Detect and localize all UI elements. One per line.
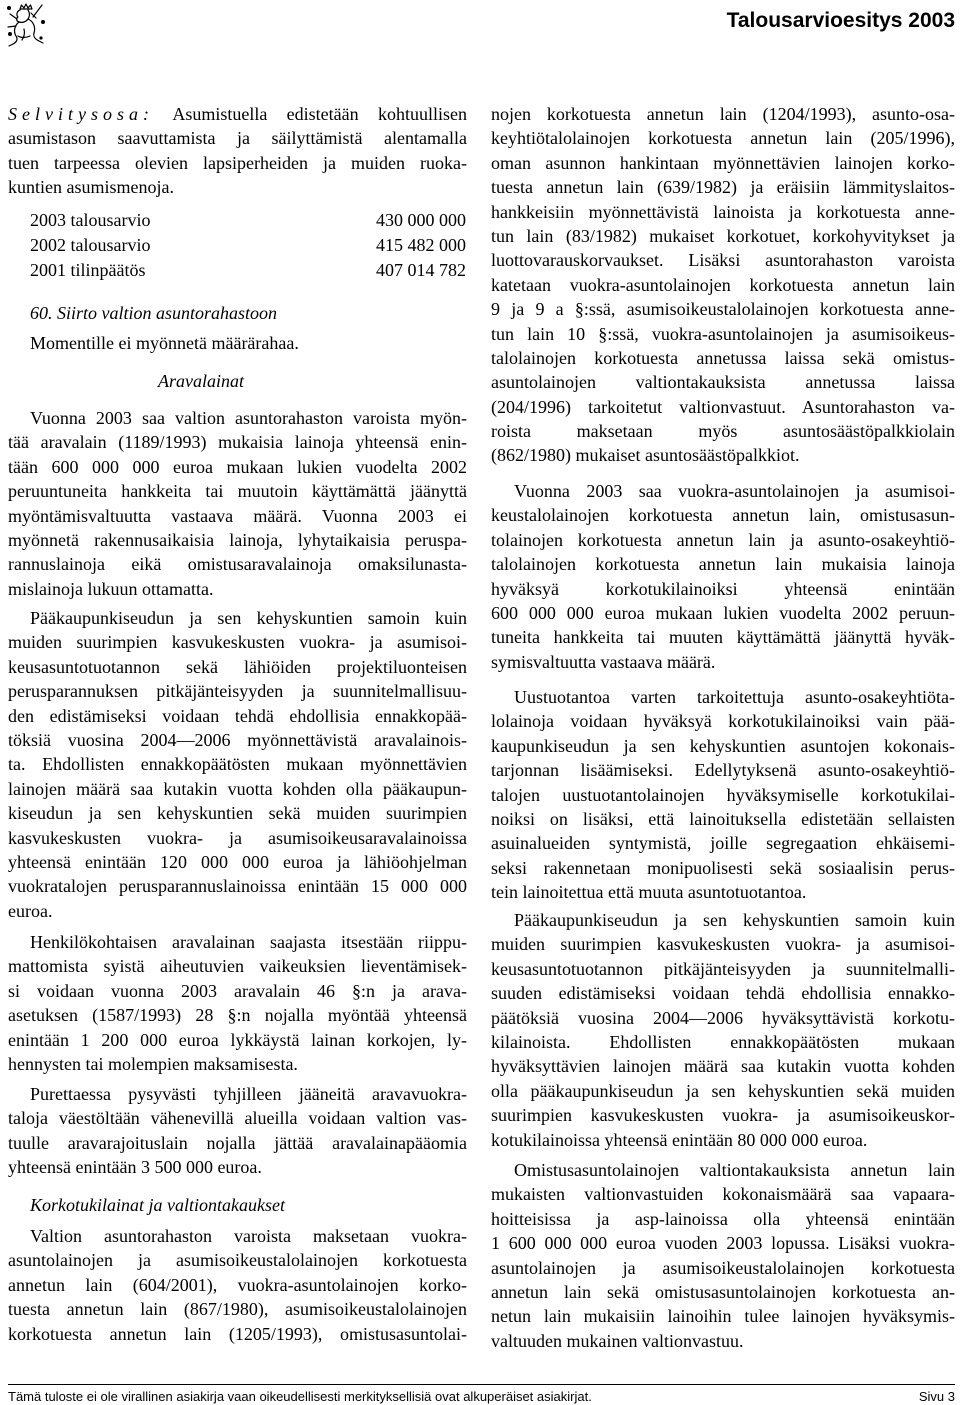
text-line: enintään 1 200 000 euroa lykkäystä lainan korkojen, ly-: [8, 1029, 467, 1050]
text-line: roista maksetaan myös asuntosäästöpalkkiolain: [491, 421, 955, 442]
text-line: muiden suurimpien kasvukeskusten vuokra- ja asumisoi-: [8, 632, 467, 653]
section-label: Selvitysosa:: [8, 104, 154, 124]
text-line: Purettaessa pysyvästi tyhjilleen jääneitä aravavuokra-: [30, 1084, 467, 1104]
text-line: mislainoja lukuun ottamatta.: [8, 578, 214, 599]
text-line: töksiä vuosina 2004—2006 myönnettävistä aravalainois-: [8, 729, 467, 750]
text-line: kilainoista. Ehdollisten ennakkopäätösten mukaan: [491, 1031, 955, 1052]
text-line: tuulle aravarajoituslain nojalla jättää aravalainapääomia: [8, 1132, 467, 1153]
text-line: tun lain 10 §:ssä, vuokra-asuntolainojen ja asumisoikeus-: [491, 323, 955, 344]
text-line: talolainojen korkotuesta annetun lain mukaisia lainoja: [491, 554, 955, 575]
text-line: keusasuntotuotannon sekä lähiöiden projektiluonteisen: [8, 656, 467, 677]
text-line: asuinalueiden syntymistä, joille segregaation ehkäisemi-: [491, 833, 955, 854]
text-line: mattomista syistä aiheutuvien vaikeuksien lieventämisek-: [8, 956, 467, 977]
text-line: asuntolainojen ja asumisoikeustalolainojen korkotuesta: [491, 1257, 955, 1278]
text-line: (204/1996) tarkoitetut valtionvastuut. Asuntorahaston va-: [491, 396, 955, 417]
text-line: tuen tarpeessa olevien lapsiperheiden ja muiden ruoka-: [8, 152, 467, 173]
section-note: Momentille ei myönnetä määrärahaa.: [30, 333, 299, 353]
row-value: 415 482 000: [376, 234, 466, 255]
text-line: hyväksyä korkotukilainoiksi yhteensä enintään: [491, 578, 955, 599]
text-line: asuntolainojen valtiontakauksista annetussa laissa: [491, 372, 955, 393]
text-line: 600 000 000 euroa mukaan lukien vuodelta 2002 peruun-: [491, 602, 955, 623]
text-line: päätöksiä vuosina 2004—2006 hyväksyttävistä korkotu-: [491, 1007, 955, 1028]
left-column: [8, 0, 467, 1380]
text-line: talojen uustuotantolainojen hyväksymiselle korkotukilai-: [491, 784, 955, 805]
paragraph: [491, 479, 955, 674]
table-row: [8, 233, 467, 258]
text-line: rannuslainoja eikä omistusaravalainoja omaksilunasta-: [8, 554, 467, 575]
text-line: (862/1980) mukaiset asuntosäästöpalkkiot.: [491, 445, 800, 466]
text-line: myönnetä rakennusaikaisia lainoja, lyhytaikaisia peruspa-: [8, 529, 467, 550]
text-line: tuesta annetun lain (867/1980), asumisoikeustalolainojen: [8, 1299, 467, 1320]
text-line: kotukilainoissa yhteensä enintään 80 000 000 euroa.: [491, 1129, 868, 1150]
paragraph: [8, 406, 467, 601]
subheading: Aravalainat: [158, 371, 244, 391]
text-line: Vuonna 2003 saa valtion asuntorahaston varoista myön-: [30, 408, 467, 428]
table-row: [8, 258, 467, 283]
paragraph: [8, 606, 467, 923]
text-line: perusparannuksen pitkäjänteisyyden ja suunnitelmallisuu-: [8, 681, 467, 702]
text-line: asumistason saavuttamista ja säilyttämistä alentamalla: [8, 128, 467, 149]
text-line: suurimpien kasvukeskusten vuokra- ja asumisoikeuskor-: [491, 1105, 955, 1126]
text-line: 9 ja 9 a §:ssä, asumisoikeustalolainojen korkotuesta anne-: [491, 299, 955, 320]
text-line: taloja väestöltään vähenevillä alueilla voidaan valtion vas-: [8, 1108, 467, 1129]
row-label: 2003 talousarvio: [30, 210, 151, 230]
text-line: yhteensä enintään 120 000 000 euroa ja lähiöohjelman: [8, 851, 467, 872]
text-line: myöntämisvaltuutta vastaava määrä. Vuonna 2003 ei: [8, 505, 467, 526]
text-line: seksi rakennetaan monipuolisesti sekä sosiaalisin perus-: [491, 857, 955, 878]
page-number: Sivu 3: [918, 1389, 955, 1404]
text-line: Vuonna 2003 saa vuokra-asuntolainojen ja asumisoi-: [514, 481, 955, 501]
text-line: tarjonnan lisäämiseksi. Edellytyksenä asunto-osakeyhtiö-: [491, 760, 955, 781]
budget-table: [8, 208, 467, 282]
text-line: yhteensä enintään 3 500 000 euroa.: [8, 1157, 262, 1178]
table-row: [8, 208, 467, 233]
text-line: valtuuden mukainen valtionvastuu.: [491, 1330, 744, 1351]
text-line: annetun lain sekä omistusasuntolainojen korkotuesta an-: [491, 1281, 955, 1302]
text-line: keustalolainojen korkotuesta annetun lain, omistusasun-: [491, 505, 955, 526]
text-line: Henkilökohtaisen aravalainan saajasta itsestään riippu-: [30, 932, 467, 952]
text-line: katetaan vuokra-asuntolainojen korkotuesta annetun lain: [491, 274, 955, 295]
text-line: asuntolainojen ja asumisoikeustalolainojen korkotuesta: [8, 1250, 467, 1271]
paragraph: [491, 1158, 955, 1353]
document-title: Talousarvioesitys 2003: [726, 9, 955, 32]
text-line: kiseudun ja sen kehyskuntien sekä muiden suurimpien: [8, 803, 467, 824]
footer-disclaimer: Tämä tuloste ei ole virallinen asiakirja vaan oikeudellisesti merkityksellisiä ovat alkuperäiset asiakirjat.: [8, 1389, 592, 1404]
row-value: 430 000 000: [376, 210, 466, 230]
text-line: talolainojen korkotuesta annetussa laissa sekä omistus-: [491, 347, 955, 368]
text-line: olla pääkaupunkiseudun ja sen kehyskuntien sekä muiden: [491, 1080, 955, 1101]
text-line: 1 600 000 000 euroa vuoden 2003 lopussa. Lisäksi vuokra-: [491, 1233, 955, 1254]
text-line: suuden edistämiseksi voidaan tehdä ehdollisia ennakko-: [491, 983, 955, 1004]
text-line: lainojen määrä saa kutakin vuotta kohden olla pääkaupun-: [8, 778, 467, 799]
text-line: Omistusasuntolainojen valtiontakauksista annetun lain: [514, 1160, 955, 1180]
text-line: netun lain mukaisiin lainoihin tulee lainojen hyväksymis-: [491, 1306, 955, 1327]
text-line: [8, 102, 467, 126]
intro-paragraph: [8, 102, 467, 200]
text-line: korkotuesta annetun lain (1205/1993), omistusasuntolai-: [8, 1323, 467, 1344]
text-line: euroa.: [8, 900, 53, 921]
text-line: si voidaan vuonna 2003 aravalain 46 §:n ja arava-: [8, 980, 467, 1001]
text-line: ta. Ehdollisten ennakkopäätösten mukaan myönnettävien: [8, 754, 467, 775]
text-line: hyväksyttävien lainojen määrä saa kutakin vuotta kohden: [491, 1056, 955, 1077]
text-line: Valtion asuntorahaston varoista maksetaan vuokra-: [30, 1226, 467, 1246]
text-line: noiksi on lisäksi, että lainoituksella edistetään sellaisten: [491, 808, 955, 829]
row-label: 2001 tilinpäätös: [30, 259, 146, 280]
text-line: annetun lain (604/2001), vuokra-asuntolainojen korko-: [8, 1274, 467, 1295]
text-line: symisvaltuutta vastaava määrä.: [491, 651, 716, 672]
text-line: tuesta annetun lain (639/1982) ja eräisiin lämmityslaitos-: [491, 177, 955, 198]
text-line: tuneita hankkeita tai muuten käyttämättä jäänyttä hyväk-: [491, 627, 955, 648]
text-line: Uustuotantoa varten tarkoitettuja asunto-osakeyhtiöta-: [514, 687, 955, 707]
paragraph: [491, 908, 955, 1152]
text-line: asetuksen (1587/1993) 28 §:n nojalla myöntää yhteensä: [8, 1005, 467, 1026]
section-heading: 60. Siirto valtion asuntorahastoon: [30, 303, 278, 323]
text-line: tolainojen korkotuesta annetun lain ja asunto-osakeyhtiö-: [491, 529, 955, 550]
subheading: Korkotukilainat ja valtiontakaukset: [30, 1195, 285, 1215]
text-line-content: Asumistuella edistetään kohtuullisen: [172, 104, 467, 124]
paragraph: [8, 1082, 467, 1180]
row-value: 407 014 782: [376, 259, 466, 280]
text-line: Pääkaupunkiseudun ja sen kehyskuntien samoin kuin: [514, 910, 955, 930]
text-line: hankkeisiin myönnettävistä lainoista ja korkotuesta anne-: [491, 201, 955, 222]
text-line: muiden suurimpien kasvukeskusten vuokra- ja asumisoi-: [491, 934, 955, 955]
right-column: [491, 0, 955, 1380]
text-line: kuntien asumismenoja.: [8, 177, 174, 198]
text-line: hoitteisissa ja asp-lainoissa olla yhteensä enintään: [491, 1208, 955, 1229]
footer-divider: [8, 1384, 955, 1385]
text-line: hennysten tai molempien maksamisesta.: [8, 1053, 298, 1074]
text-line: kaupunkiseudun ja sen kehyskuntien asuntojen kokonais-: [491, 735, 955, 756]
text-line: nojen korkotuesta annetun lain (1204/1993), asunto-osa-: [491, 104, 955, 124]
text-line: keyhtiötalolainojen korkotuesta annetun lain (205/1996),: [491, 128, 955, 149]
text-line: Pääkaupunkiseudun ja sen kehyskuntien samoin kuin: [30, 608, 467, 628]
text-line: kasvukeskusten vuokra- ja asumisoikeusaravalainoissa: [8, 827, 467, 848]
text-line: keusasuntotuotannon pitkäjänteisyyden ja suunnitelmalli-: [491, 958, 955, 979]
text-line: tään 600 000 000 euroa mukaan lukien vuodelta 2002: [8, 456, 467, 477]
text-line: oman asunnon hankintaan myönnettävien lainojen korko-: [491, 152, 955, 173]
text-line: den edistämiseksi voidaan tehdä ehdollisia ennakkopää-: [8, 705, 467, 726]
text-line: luottovarauskorvaukset. Lisäksi asuntorahaston varoista: [491, 250, 955, 271]
row-label: 2002 talousarvio: [30, 234, 151, 255]
text-line: peruuntuneita hankkeita tai muutoin käyttämättä jäänyttä: [8, 481, 467, 502]
text-line: vuokratalojen perusparannuslainoissa enintään 15 000 000: [8, 876, 467, 897]
text-line: mukaisten valtionvastuiden kokonaismäärä saa vapaara-: [491, 1184, 955, 1205]
paragraph: [8, 1224, 467, 1346]
text-line: tää aravalain (1189/1993) mukaisia lainoja yhteensä enin-: [8, 432, 467, 453]
text-line: tein lainoitettua että muuta asuntotuotantoa.: [491, 882, 807, 903]
paragraph: [491, 102, 955, 468]
paragraph: [8, 930, 467, 1076]
text-line: tun lain (83/1982) mukaiset korkotuet, korkohyvitykset ja: [491, 225, 955, 246]
paragraph: [491, 685, 955, 905]
text-line: lolainoja voidaan hyväksyä korkotukilainoiksi vain pää-: [491, 711, 955, 732]
